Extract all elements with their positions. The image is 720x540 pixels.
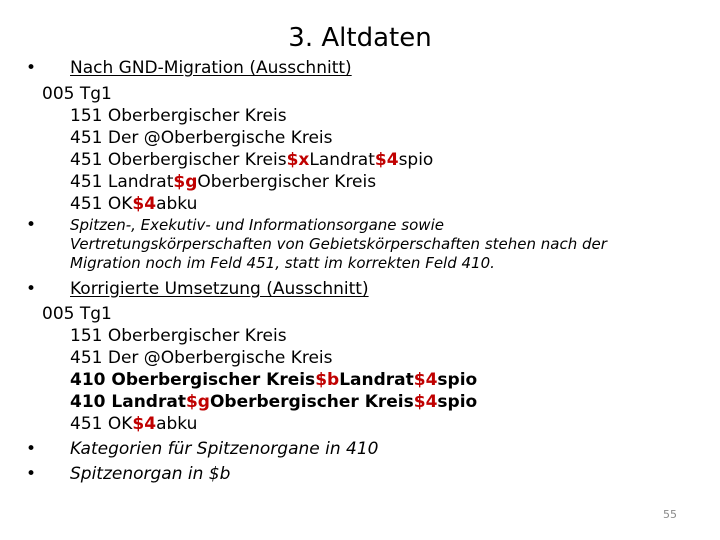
bullet-marker: • [26, 464, 37, 484]
slide-title: 3. Altdaten [288, 23, 432, 53]
bullet-marker: • [26, 215, 37, 235]
bullet-marker: • [26, 279, 37, 299]
bullet-marker: • [26, 439, 37, 459]
field-text: abku [156, 194, 198, 214]
field-line [70, 369, 477, 391]
field-text: abku [156, 414, 198, 434]
subfield-code: $g [173, 172, 198, 192]
slide-number: 55 [663, 508, 677, 521]
field-text: spio [437, 392, 478, 412]
subfield-code: $4 [132, 194, 157, 214]
subfield-code: $x [286, 150, 310, 170]
section-heading-migration: Nach GND-Migration (Ausschnitt) [70, 58, 352, 78]
field-line: 451 Der @Oberbergische Kreis [70, 128, 333, 148]
field-text: 451 OK [70, 194, 133, 214]
subfield-code: $4 [413, 370, 438, 390]
field-line [70, 413, 197, 435]
field-text: 451 Landrat [70, 172, 174, 192]
note-line: Spitzen-, Exekutiv- und Informationsorgane sowie [70, 216, 444, 234]
field-text: spio [437, 370, 478, 390]
field-text: 451 OK [70, 414, 133, 434]
field-line: 151 Oberbergischer Kreis [70, 106, 287, 126]
field-text: Landrat [309, 150, 375, 170]
record-type: 005 Tg1 [42, 304, 112, 324]
field-text: spio [398, 150, 434, 170]
subfield-code: $g [185, 392, 210, 412]
subfield-code: $4 [374, 150, 399, 170]
section-heading-corrected: Korrigierte Umsetzung (Ausschnitt) [70, 279, 369, 299]
field-line [70, 171, 376, 193]
bullet-marker: • [26, 58, 37, 78]
field-text: Oberbergischer Kreis [197, 172, 377, 192]
field-line: 451 Der @Oberbergische Kreis [70, 348, 333, 368]
field-text: 451 Oberbergischer Kreis [70, 150, 287, 170]
bullet-text: Kategorien für Spitzenorgane in 410 [70, 439, 379, 459]
note-line: Vertretungskörperschaften von Gebietskörperschaften stehen nach der [70, 235, 607, 253]
note-line: Migration noch im Feld 451, statt im korrekten Feld 410. [70, 254, 495, 272]
field-text: 410 Oberbergischer Kreis [70, 370, 316, 390]
field-text: Landrat [339, 370, 414, 390]
field-line [70, 149, 433, 171]
field-line: 151 Oberbergischer Kreis [70, 326, 287, 346]
subfield-code: $4 [413, 392, 438, 412]
bullet-text: Spitzenorgan in $b [70, 464, 231, 484]
field-text: Oberbergischer Kreis [209, 392, 414, 412]
field-line [70, 391, 477, 413]
field-line [70, 193, 197, 215]
record-type: 005 Tg1 [42, 84, 112, 104]
subfield-code: $4 [132, 414, 157, 434]
subfield-code: $b [315, 370, 340, 390]
field-text: 410 Landrat [70, 392, 186, 412]
